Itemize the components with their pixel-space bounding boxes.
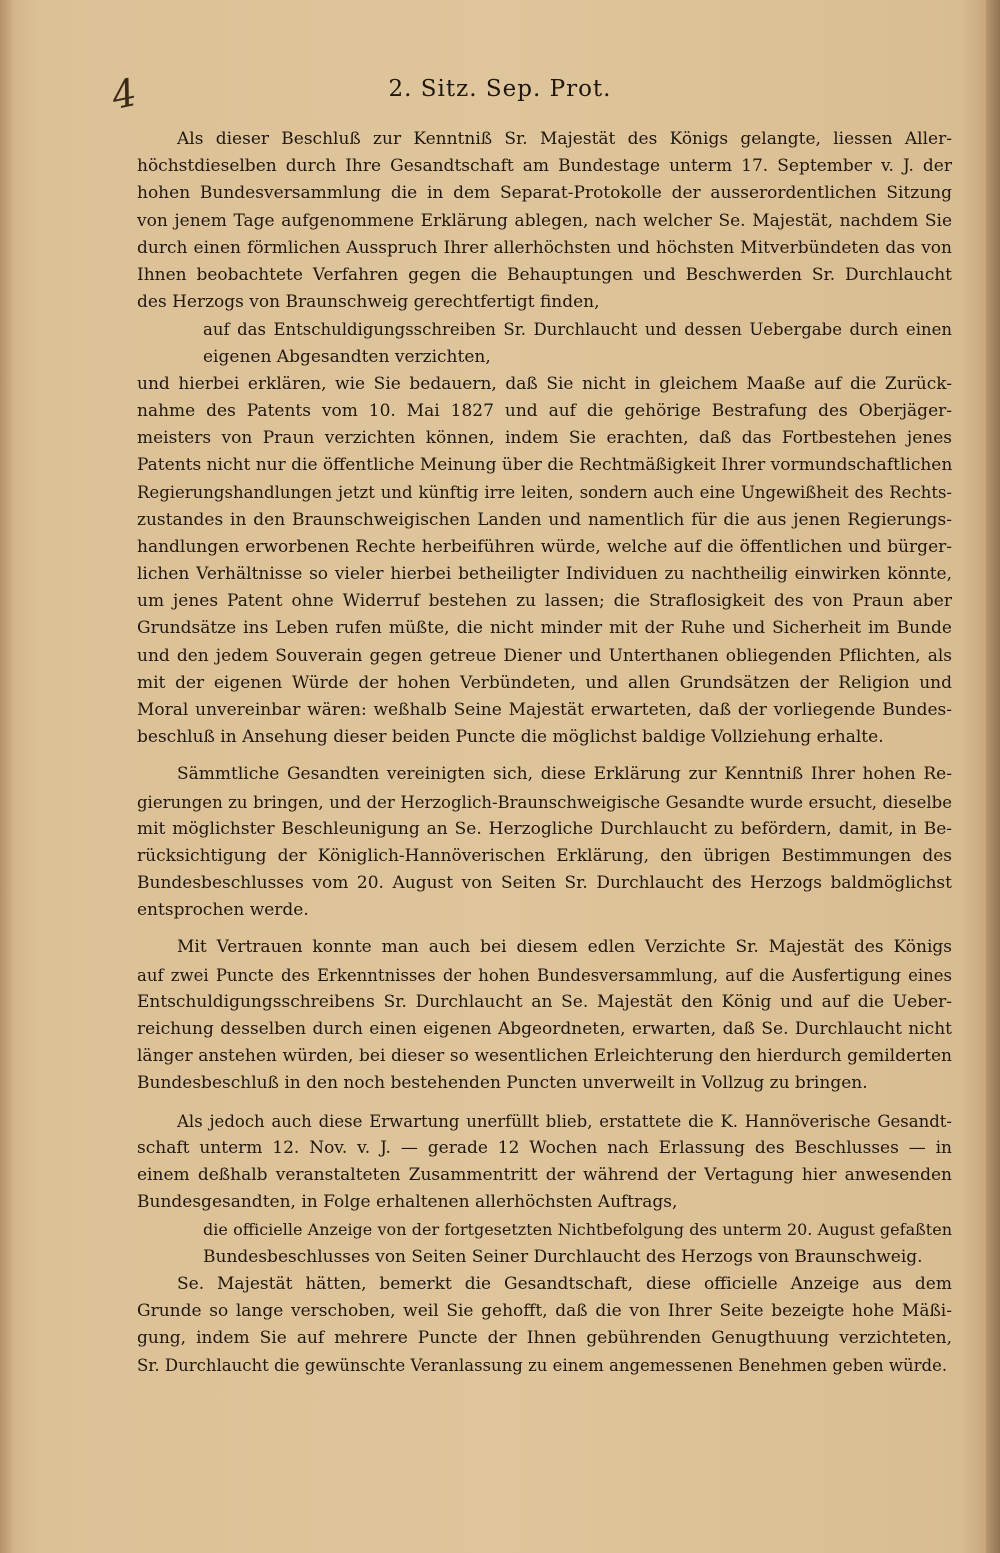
text-line: Ihnen beobachtete Verfahren gegen die Behauptungen und Beschwerden Sr. Durchlaucht <box>137 264 952 285</box>
paragraph <box>137 1271 952 1380</box>
text-line: Bundesbeschluß in den noch bestehenden Puncten unverweilt in Vollzug zu bringen. <box>137 1073 868 1094</box>
paragraph <box>137 934 952 1097</box>
text-line: beschluß in Ansehung dieser beiden Puncte die möglichst baldige Vollziehung erhalte. <box>137 727 884 748</box>
text-line: mit möglichster Beschleunigung an Se. Herzogliche Durchlaucht zu befördern, damit, in Be- <box>137 818 952 839</box>
text-line: Bundesbeschlusses vom 20. August von Seiten Sr. Durchlaucht des Herzogs baldmöglichst <box>137 873 952 894</box>
paragraph <box>137 126 952 316</box>
text-line: hohen Bundesversammlung die in dem Separat-Protokolle der ausserordentlichen Sitzung <box>137 183 952 204</box>
text-line: einem deßhalb veranstalteten Zusammentritt der während der Vertagung hier anwesenden <box>137 1164 952 1185</box>
text-line: eigenen Abgesandten verzichten, <box>203 346 491 367</box>
text-line: die officielle Anzeige von der fortgesetzten Nichtbefolgung des unterm 20. August gefaßten <box>203 1220 952 1240</box>
text-line: reichung desselben durch einen eigenen Abgeordneten, erwarten, daß Se. Durchlaucht nicht <box>137 1019 952 1039</box>
text-line: lichen Verhältnisse so vieler hierbei betheiligter Individuen zu nachtheilig einwirken könnte, <box>137 564 952 584</box>
text-line: um jenes Patent ohne Widerruf bestehen zu lassen; die Straflosigkeit des von Praun aber <box>137 591 952 612</box>
text-line: Grunde so lange verschoben, weil Sie gehofft, daß die von Ihrer Seite bezeigte hohe Mäßi- <box>137 1300 952 1321</box>
text-line: nahme des Patents vom 10. Mai 1827 und auf die gehörige Bestrafung des Oberjäger- <box>137 400 952 421</box>
text-line: Als dieser Beschluß zur Kenntniß Sr. Majestät des Königs gelangte, liessen Aller- <box>177 129 952 149</box>
text-line: und hierbei erklären, wie Sie bedauern, daß Sie nicht in gleichem Maaße auf die Zurück- <box>137 373 952 394</box>
text-line: meisters von Praun verzichten können, indem Sie erachten, daß das Fortbestehen jenes <box>137 428 952 449</box>
text-line: auf das Entschuldigungsschreiben Sr. Durchlaucht und dessen Uebergabe durch einen <box>203 320 952 340</box>
text-line: durch einen förmlichen Ausspruch Ihrer allerhöchsten und höchsten Mitverbündeten das von <box>137 237 952 258</box>
paragraph <box>137 371 952 752</box>
paragraph <box>137 1108 952 1217</box>
paragraph <box>137 316 952 370</box>
text-line: und den jedem Souverain gegen getreue Diener und Unterthanen obliegenden Pflichten, als <box>137 645 952 666</box>
text-line: höchstdieselben durch Ihre Gesandtschaft am Bundestage unterm 17. September v. J. der <box>137 156 952 177</box>
text-line: von jenem Tage aufgenommene Erklärung ablegen, nach welcher Se. Majestät, nachdem Sie <box>137 210 952 231</box>
text-line: Patents nicht nur die öffentliche Meinung über die Rechtmäßigkeit Ihrer vormundschaftlichen <box>137 455 953 476</box>
text-line: mit der eigenen Würde der hohen Verbündeten, und allen Grundsätzen der Religion und <box>137 672 952 693</box>
text-line: Sämmtliche Gesandten vereinigten sich, diese Erklärung zur Kenntniß Ihrer hohen Re- <box>177 764 952 785</box>
text-line: Se. Majestät hätten, bemerkt die Gesandtschaft, diese officielle Anzeige aus dem <box>177 1273 952 1294</box>
text-line: entsprochen werde. <box>137 900 309 921</box>
paragraph-spacer <box>137 751 952 761</box>
text-line: gung, indem Sie auf mehrere Puncte der Ihnen gebührenden Genugthuung verzichteten, <box>137 1328 952 1349</box>
text-line: Grundsätze ins Leben rufen müßte, die nicht minder mit der Ruhe und Sicherheit im Bunde <box>137 618 952 639</box>
text-line: handlungen erworbenen Rechte herbeiführen würde, welche auf die öffentlichen und bürger- <box>137 536 952 557</box>
page-binding-edge <box>986 0 1000 1553</box>
body-text <box>137 126 952 1379</box>
paragraph-spacer <box>137 924 952 934</box>
text-line: Bundesbeschlusses von Seiten Seiner Durchlaucht des Herzogs von Braunschweig. <box>203 1246 923 1267</box>
text-line: des Herzogs von Braunschweig gerechtfertigt finden, <box>137 292 600 313</box>
text-line: Entschuldigungsschreibens Sr. Durchlaucht an Se. Majestät den König und auf die Ueber- <box>137 991 952 1012</box>
running-header: 2. Sitz. Sep. Prot. <box>388 76 612 102</box>
text-line: gierungen zu bringen, und der Herzoglich-Braunschweigische Gesandte wurde ersucht, dieselbe <box>137 792 952 812</box>
text-line: Als jedoch auch diese Erwartung unerfüllt blieb, erstattete die K. Hannöverische Gesandt- <box>177 1111 952 1131</box>
text-line: auf zwei Puncte des Erkenntnisses der hohen Bundesversammlung, auf die Ausfertigung eines <box>137 965 952 985</box>
text-line: Moral unvereinbar wären: weßhalb Seine Majestät erwarteten, daß der vorliegende Bundes- <box>137 699 952 720</box>
paragraph-spacer <box>137 1098 952 1108</box>
text-line: Sr. Durchlaucht die gewünschte Veranlassung zu einem angemessenen Benehmen geben würde. <box>137 1356 948 1376</box>
text-line: zustandes in den Braunschweigischen Landen und namentlich für die aus jenen Regierungs- <box>137 509 952 530</box>
text-line: Mit Vertrauen konnte man auch bei diesem edlen Verzichte Sr. Majestät des Königs <box>177 937 952 958</box>
text-line: länger anstehen würden, bei dieser so wesentlichen Erleichterung den hierdurch gemilderten <box>137 1046 952 1067</box>
text-line: schaft unterm 12. Nov. v. J. — gerade 12 Wochen nach Erlassung des Beschlusses — in <box>137 1137 952 1158</box>
text-line: rücksichtigung der Königlich-Hannöverischen Erklärung, den übrigen Bestimmungen des <box>137 845 952 866</box>
text-line: Regierungshandlungen jetzt und künftig irre leiten, sondern auch eine Ungewißheit des Rechts- <box>137 483 952 503</box>
page-number: 4 <box>107 69 141 119</box>
paragraph <box>137 761 952 924</box>
text-line: Bundesgesandten, in Folge erhaltenen allerhöchsten Auftrags, <box>137 1192 678 1213</box>
paragraph <box>137 1216 952 1270</box>
